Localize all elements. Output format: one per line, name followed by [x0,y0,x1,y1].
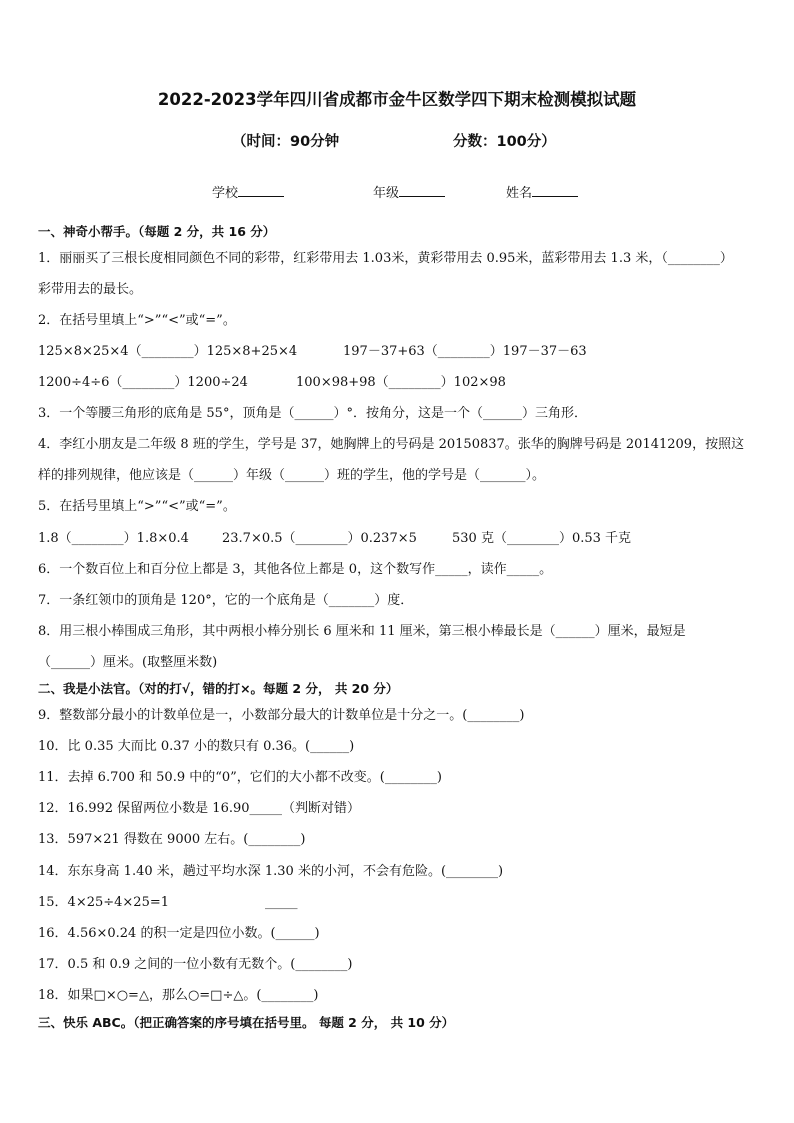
question-5: 5．在括号里填上“>”“<”或“=”。 [38,499,236,514]
name-blank[interactable] [532,184,578,197]
question-16: 16．4.56×0.24 的积一定是四位小数。(______) [38,926,320,941]
question-12: 12．16.992 保留两位小数是 16.90_____（判断对错） [38,801,361,816]
school-blank[interactable] [238,184,284,197]
question-18: 18．如果□×○=△，那么○=□÷△。(________) [38,988,319,1003]
grade-field[interactable] [373,182,445,201]
question-2-item-2: 197－37+63（________）197－37－63 [343,344,587,359]
question-4-line-1: 4．李红小朋友是二年级 8 班的学生，学号是 37，她胸牌上的号码是 20150837。张华的胸牌号码是 20141209，按照这 [38,437,745,452]
question-6: 6．一个数百位上和百分位上都是 3，其他各位上都是 0，这个数写作_____，读作_____。 [38,562,553,577]
question-7: 7．一条红领巾的顶角是 120°，它的一个底角是（_______）度． [38,593,414,608]
question-8-line-1: 8．用三根小棒围成三角形，其中两根小棒分别长 6 厘米和 11 厘米，第三根小棒最长是（______）厘米，最短是 [38,624,686,639]
question-2: 2．在括号里填上“>”“<”或“=”。 [38,313,236,328]
exam-score: 分数：100分） [453,134,556,150]
question-4-line-2: 样的排列规律，他应该是（______）年级（______）班的学生，他的学号是（_______）。 [38,468,546,483]
question-3: 3．一个等腰三角形的底角是 55°，顶角是（______）°．按角分，这是一个（______）三角形． [38,406,587,421]
school-field[interactable] [212,182,284,201]
question-2-item-3: 1200÷4÷6（________）1200÷24 [38,375,248,390]
name-label: 姓名 [506,186,533,201]
question-14: 14．东东身高 1.40 米，趟过平均水深 1.30 米的小河，不会有危险。(________) [38,864,504,879]
question-5-item-3: 530 克（________）0.53 千克 [452,531,632,546]
grade-blank[interactable] [399,184,445,197]
exam-time: （时间：90分钟 [232,134,340,150]
question-2-item-1: 125×8×25×4（________）125×8+25×4 [38,344,298,359]
question-10: 10．比 0.35 大而比 0.37 小的数只有 0.36。(______) [38,739,355,754]
question-1-line-1: 1．丽丽买了三根长度相同颜色不同的彩带，红彩带用去 1.03米，黄彩带用去 0.95米，蓝彩带用去 1.3 米，（________） [38,251,733,266]
page-title: 2022-2023学年四川省成都市金牛区数学四下期末检测模拟试题 [157,90,637,109]
question-5-item-2: 23.7×0.5（________）0.237×5 [222,531,417,546]
question-9: 9．整数部分最小的计数单位是一，小数部分最大的计数单位是十分之一。(________) [38,708,525,723]
question-8-line-2: （______）厘米。(取整厘米数) [38,655,218,670]
name-field[interactable] [506,182,578,201]
question-17: 17．0.5 和 0.9 之间的一位小数有无数个。(________) [38,957,353,972]
question-13: 13．597×21 得数在 9000 左右。(________) [38,832,306,847]
section-3-heading: 三、快乐 ABC。（把正确答案的序号填在括号里。 每题 2 分， 共 10 分） [38,1015,455,1030]
grade-label: 年级 [373,186,400,201]
question-15: 15．4×25÷4×25=1 [38,895,170,910]
question-5-item-1: 1.8（________）1.8×0.4 [38,531,189,546]
question-1-line-2: 彩带用去的最长。 [38,282,143,297]
section-1-heading: 一、神奇小帮手。（每题 2 分，共 16 分） [38,224,276,239]
school-label: 学校 [212,186,239,201]
question-2-item-4: 100×98+98（________）102×98 [296,375,506,390]
question-15-blank[interactable]: _____ [265,895,298,910]
question-11: 11．去掉 6.700 和 50.9 中的“0”，它们的大小都不改变。(________) [38,770,442,785]
section-2-heading: 二、我是小法官。（对的打√，错的打×。每题 2 分， 共 20 分） [38,681,399,696]
